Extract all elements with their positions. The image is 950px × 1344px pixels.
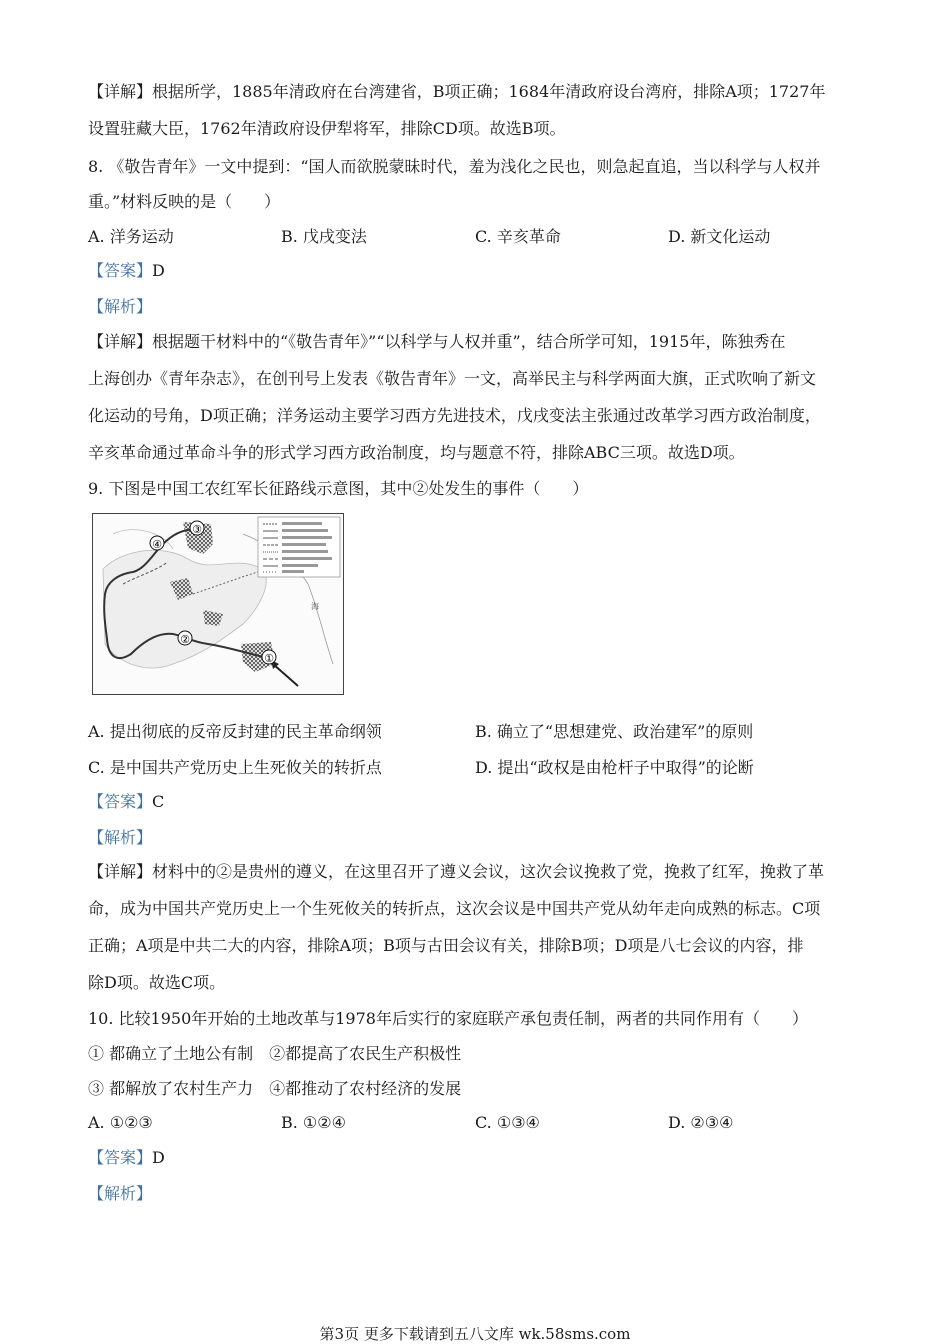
q9-answer [88, 792, 164, 812]
marker-2-label: ② [180, 633, 190, 646]
q8-detail-line-2: 上海创办《青年杂志》，在创刊号上发表《敬告青年》一文，高举民主与科学两面大旗，正式吹响了新文 [88, 369, 817, 388]
q10-analysis-label: 【解析】 [88, 1184, 153, 1203]
q8-analysis-label: 【解析】 [88, 297, 153, 316]
q8-stem-line-1: 8. 《敬告青年》一文中提到：“国人而欲脱蒙昧时代，羞为浅化之民也，则急起直追，当以科学与人权并 [88, 157, 821, 176]
page-footer: 第3页 更多下载请到五八文库 wk.58sms.com [319, 1325, 631, 1343]
q8-stem-line-2: 重。”材料反映的是（ ） [88, 192, 281, 211]
q9-option-b: B. 确立了“思想建党、政治建军”的原则 [475, 722, 754, 741]
q9-option-c: C. 是中国共产党历史上生死攸关的转折点 [88, 758, 382, 777]
q8-answer-value: D [152, 261, 165, 280]
q10-option-b: B. ①②④ [281, 1113, 346, 1132]
q10-answer [88, 1148, 165, 1168]
q9-stem: 9. 下图是中国工农红军长征路线示意图，其中②处发生的事件（ ） [88, 479, 589, 498]
q7-detail-line-1: 【详解】根据所学，1885年清政府在台湾建省，B项正确；1684年清政府设台湾府，排除A项；1727年 [88, 82, 826, 101]
sea-label: 海 [311, 602, 319, 611]
q9-option-a: A. 提出彻底的反帝反封建的民主革命纲领 [88, 722, 382, 741]
q9-option-d: D. 提出“政权是由枪杆子中取得”的论断 [475, 758, 754, 777]
q9-detail-line-2: 命，成为中国共产党历史上一个生死攸关的转折点，这次会议是中国共产党从幼年走向成熟的标志。C项 [88, 899, 821, 918]
q9-answer-value: C [152, 792, 165, 811]
q9-detail-line-3: 正确；A项是中共二大的内容，排除A项；B项与古田会议有关，排除B项；D项是八七会议的内容，排 [88, 936, 804, 955]
q10-option-d: D. ②③④ [668, 1113, 734, 1132]
q9-answer-label: 【答案】 [88, 792, 153, 811]
q8-answer-label: 【答案】 [88, 261, 153, 280]
q7-detail-line-2: 设置驻藏大臣，1762年清政府设伊犁将军，排除CD项。故选B项。 [88, 119, 566, 138]
marker-4-label: ④ [152, 538, 162, 551]
q9-analysis-label: 【解析】 [88, 828, 153, 847]
q9-detail-line-4: 除D项。故选C项。 [88, 973, 226, 992]
q10-answer-value: D [152, 1148, 165, 1167]
q8-answer [88, 261, 165, 281]
long-march-map-graphic [93, 514, 343, 694]
q8-detail-line-1: 【详解】根据题干材料中的“《敬告青年》”“以科学与人权并重”，结合所学可知，1915年，陈独秀在 [88, 332, 786, 351]
long-march-map [92, 513, 344, 695]
q8-detail-line-4: 辛亥革命通过革命斗争的形式学习西方政治制度，均与题意不符，排除ABC三项。故选D项。 [88, 443, 745, 462]
q9-detail-line-1: 【详解】材料中的②是贵州的遵义，在这里召开了遵义会议，这次会议挽救了党，挽救了红军，挽救了革 [88, 862, 825, 881]
marker-3-label: ③ [192, 523, 202, 536]
q8-option-c: C. 辛亥革命 [475, 227, 561, 246]
q10-choices-2: ③ 都解放了农村生产力 ④都推动了农村经济的发展 [88, 1079, 462, 1098]
q8-detail-line-3: 化运动的号角，D项正确；洋务运动主要学习西方先进技术，戊戌变法主张通过改革学习西方政治制度， [88, 406, 821, 425]
q8-option-d: D. 新文化运动 [668, 227, 771, 246]
q10-stem: 10. 比较1950年开始的土地改革与1978年后实行的家庭联产承包责任制，两者的共同作用有（ ） [88, 1009, 808, 1028]
q10-answer-label: 【答案】 [88, 1148, 153, 1167]
q10-choices-1: ① 都确立了土地公有制 ②都提高了农民生产积极性 [88, 1044, 462, 1063]
q10-option-c: C. ①③④ [475, 1113, 540, 1132]
q10-option-a: A. ①②③ [88, 1113, 153, 1132]
q8-option-b: B. 戊戌变法 [281, 227, 367, 246]
marker-1-label: ① [264, 652, 274, 665]
q8-option-a: A. 洋务运动 [88, 227, 174, 246]
map-legend [258, 517, 340, 577]
